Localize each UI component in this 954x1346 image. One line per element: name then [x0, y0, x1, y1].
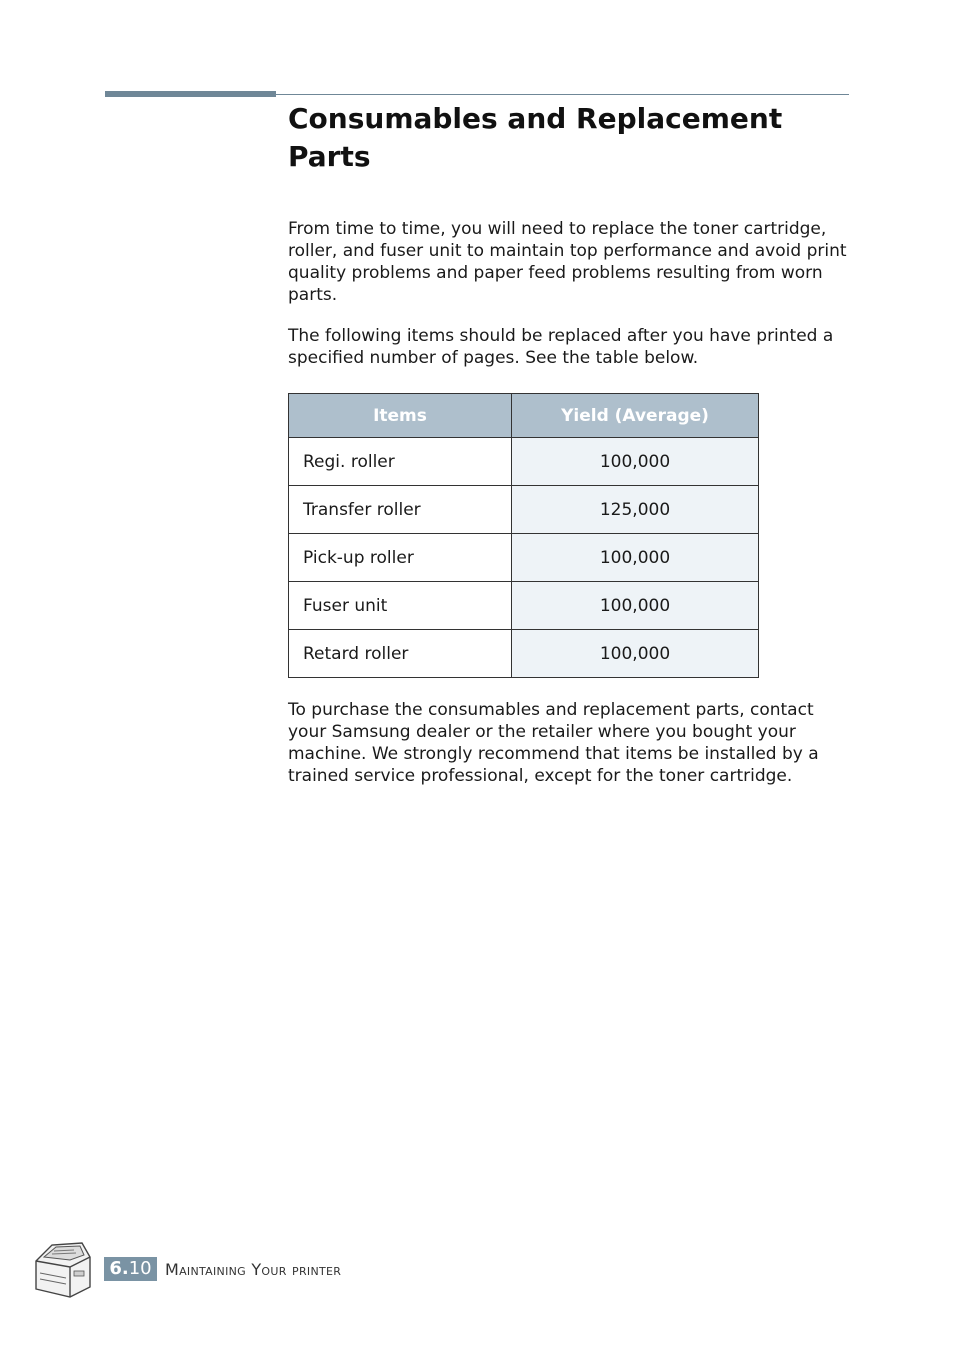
page-number: 10 — [128, 1258, 152, 1279]
item-cell: Regi. roller — [289, 438, 512, 486]
yield-cell: 100,000 — [512, 438, 759, 486]
table-header-row — [289, 394, 759, 438]
table-row — [289, 486, 759, 534]
item-cell: Transfer roller — [289, 486, 512, 534]
instruction-paragraph: The following items should be replaced after you have printed a specified number of pages. See the table below. — [288, 326, 834, 368]
item-cell: Pick-up roller — [289, 534, 512, 582]
item-cell: Fuser unit — [289, 582, 512, 630]
item-cell: Retard roller — [289, 630, 512, 678]
yield-cell: 125,000 — [512, 486, 759, 534]
header-rule-thick — [105, 91, 276, 97]
page-number-badge — [104, 1257, 157, 1281]
column-header-yield: Yield (Average) — [512, 394, 759, 438]
header-rule-thin — [276, 94, 849, 95]
column-header-items: Items — [289, 394, 512, 438]
table-row — [289, 534, 759, 582]
table-row — [289, 438, 759, 486]
replacement-parts-table — [288, 393, 759, 678]
footer-section-title: Maintaining Your printer — [165, 1260, 342, 1279]
yield-cell: 100,000 — [512, 630, 759, 678]
intro-paragraph: From time to time, you will need to replace the toner cartridge, roller, and fuser unit to maintain top performance and avoid print quality problems and paper feed problems resulting from worn parts. — [288, 219, 847, 305]
table-row — [289, 582, 759, 630]
page-title: Consumables and Replacement Parts — [288, 102, 783, 173]
printer-icon — [30, 1233, 94, 1301]
purchase-paragraph: To purchase the consumables and replacement parts, contact your Samsung dealer or the retailer where you bought your machine. We strongly recommend that items be installed by a trained service professional, except for the toner cartridge. — [288, 700, 819, 786]
yield-cell: 100,000 — [512, 582, 759, 630]
table-row — [289, 630, 759, 678]
chapter-number: 6. — [109, 1258, 129, 1279]
yield-cell: 100,000 — [512, 534, 759, 582]
